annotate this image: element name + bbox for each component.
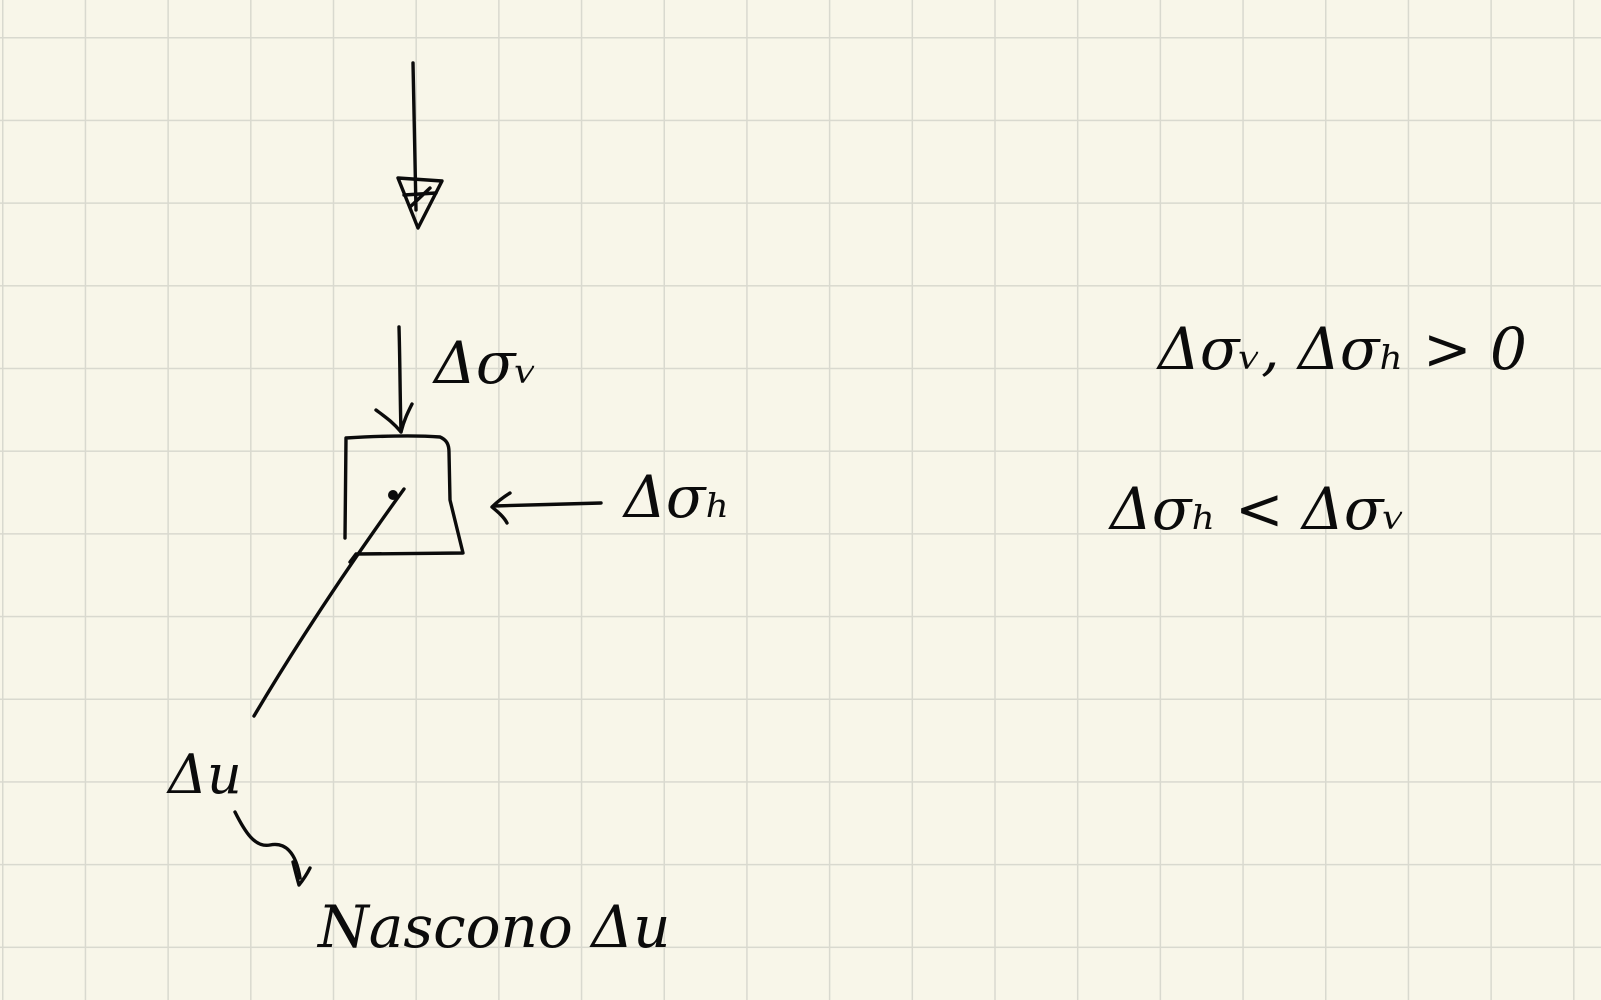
delta-u-leader-line xyxy=(254,489,404,716)
nascono-label: Nascono Δu xyxy=(318,893,671,961)
curved-arrow-icon xyxy=(235,812,310,885)
delta-sigma-h-label: Δσₕ xyxy=(624,463,731,531)
soil-element-box xyxy=(345,436,463,562)
condition-h-less-than-v: Δσₕ < Δσᵥ xyxy=(1110,475,1406,543)
vertical-load-line xyxy=(413,63,416,210)
delta-u-label: Δu xyxy=(168,743,242,806)
water-table-icon xyxy=(398,178,442,228)
condition-positive-increments: Δσᵥ, Δσₕ > 0 xyxy=(1158,315,1527,383)
arrow-down-icon xyxy=(376,327,412,432)
arrow-left-icon xyxy=(492,493,601,523)
delta-sigma-v-label: Δσᵥ xyxy=(434,329,538,397)
